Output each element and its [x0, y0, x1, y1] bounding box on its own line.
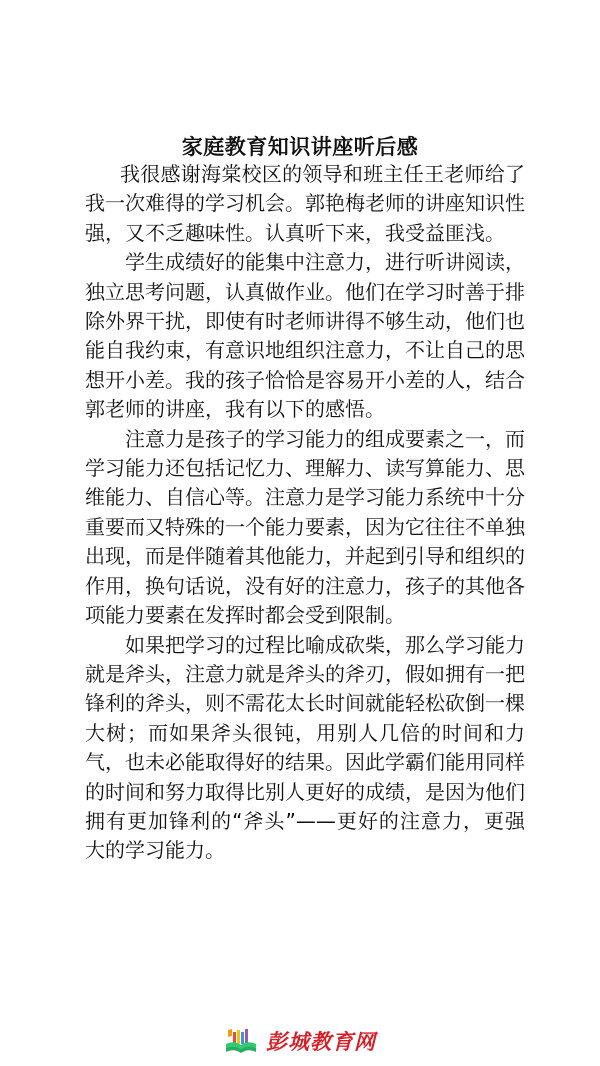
paragraph-1: 我很感谢海棠校区的领导和班主任王老师给了我一次难得的学习机会。郭艳梅老师的讲座知识性强，又不乏趣味性。认真听下来，我受益匪浅。	[85, 162, 525, 245]
book-logo-icon	[224, 1026, 258, 1056]
site-name: 彭城教育网	[266, 1030, 376, 1054]
site-logo	[0, 1024, 600, 1058]
paragraph-3: 注意力是孩子的学习能力的组成要素之一，而学习能力还包括记忆力、理解力、读写算能力、思维能力、自信心等。注意力是学习能力系统中十分重要而又特殊的一个能力要素，因为它往往不单独出现，而是伴随着其他能力，并起到引导和组织的作用，换句话说，没有好的注意力，孩子的其他各项能力要素在发挥时都会受到限制。	[85, 426, 525, 628]
article-title: 家庭教育知识讲座听后感	[181, 135, 419, 159]
paragraph-2: 学生成绩好的能集中注意力，进行听讲阅读，独立思考问题，认真做作业。他们在学习时善于排除外界干扰，即使有时老师讲得不够生动，他们也能自我约束，有意识地组织注意力，不让自己的思想开小差。我的孩子恰恰是容易开小差的人，结合郭老师的讲座，我有以下的感悟。	[85, 250, 525, 422]
article-body	[85, 160, 525, 866]
paragraph-4: 如果把学习的过程比喻成砍柴，那么学习能力就是斧头，注意力就是斧头的斧刃，假如拥有一把锋利的斧头，则不需花太长时间就能轻松砍倒一棵大树；而如果斧头很钝，用别人几倍的时间和力气，也未必能取得好的结果。因此学霸们能用同样的时间和努力取得比别人更好的成绩，是因为他们拥有更加锋利的“斧头”——更好的注意力，更强大的学习能力。	[85, 632, 525, 863]
